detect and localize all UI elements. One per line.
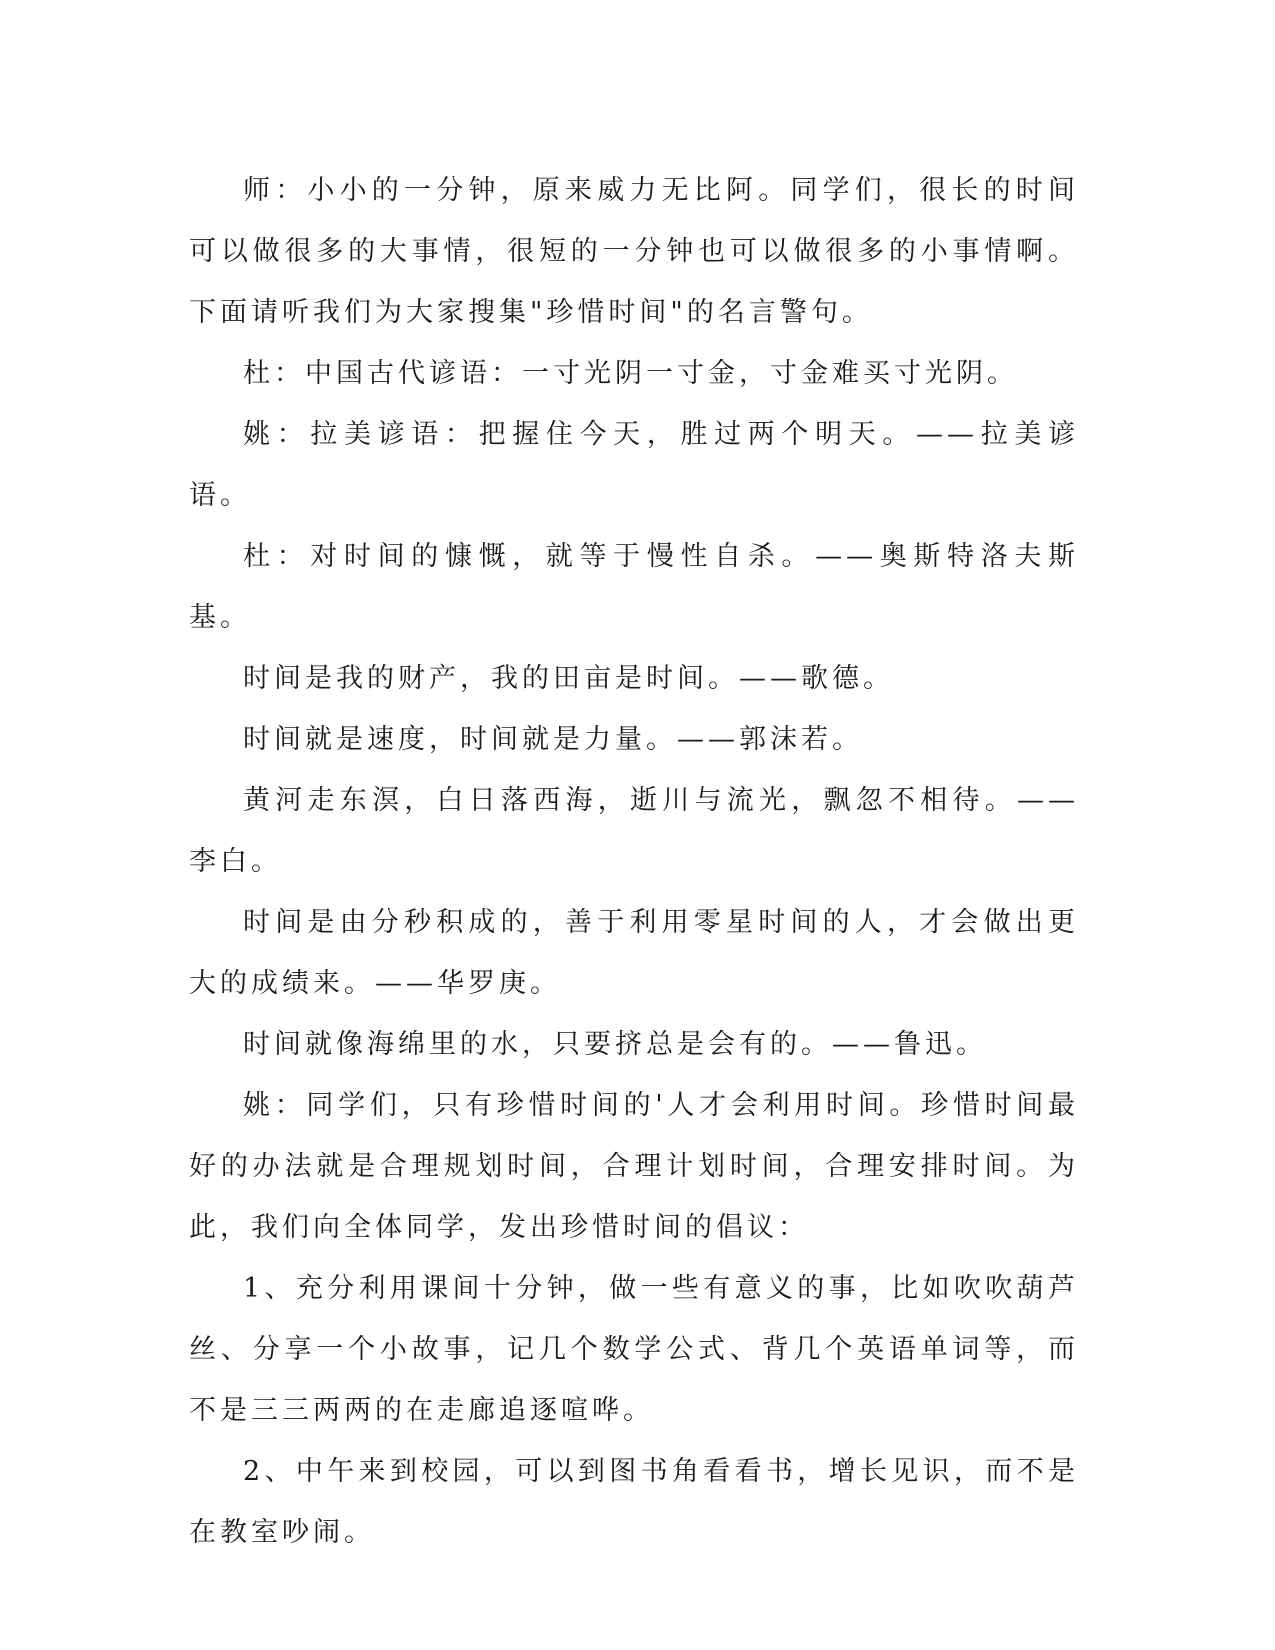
paragraph: 姚：同学们，只有珍惜时间的'人才会利用时间。珍惜时间最好的办法就是合理规划时间，合理计划时间，合理安排时间。为此，我们向全体同学，发出珍惜时间的倡议： (189, 1090, 1079, 1243)
paragraph: 师：小小的一分钟，原来威力无比阿。同学们，很长的时间可以做很多的大事情，很短的一分钟也可以做很多的小事情啊。下面请听我们为大家搜集"珍惜时间"的名言警句。 (189, 175, 1079, 328)
paragraph: 时间是我的财产，我的田亩是时间。——歌德。 (243, 663, 894, 694)
paragraph: 姚：拉美谚语：把握住今天，胜过两个明天。——拉美谚语。 (189, 419, 1079, 511)
paragraph: 杜：中国古代谚语：一寸光阴一寸金，寸金难买寸光阴。 (243, 358, 1018, 389)
paragraph: 黄河走东溟，白日落西海，逝川与流光，飘忽不相待。——李白。 (189, 785, 1079, 877)
paragraph: 2、中午来到校园，可以到图书角看看书，增长见识，而不是在教室吵闹。 (189, 1456, 1079, 1548)
paragraph: 1、充分利用课间十分钟，做一些有意义的事，比如吹吹葫芦丝、分享一个小故事，记几个数学公式、背几个英语单词等，而不是三三两两的在走廊追逐喧哗。 (189, 1273, 1079, 1426)
paragraph: 时间是由分秒积成的，善于利用零星时间的人，才会做出更大的成绩来。——华罗庚。 (189, 907, 1079, 999)
paragraph: 时间就是速度，时间就是力量。——郭沫若。 (243, 724, 863, 755)
paragraph: 时间就像海绵里的水，只要挤总是会有的。——鲁迅。 (243, 1029, 987, 1060)
paragraph: 杜：对时间的慷慨，就等于慢性自杀。——奥斯特洛夫斯基。 (189, 541, 1079, 633)
document-body (189, 160, 1079, 1563)
